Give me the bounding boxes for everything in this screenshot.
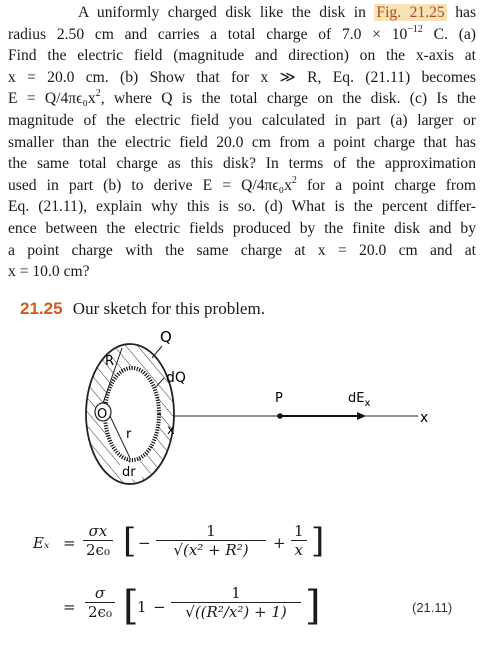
eq-term-2: $\frac{1}{x}$ [291, 522, 307, 559]
eq-coef-2: $\frac{\sigma}{\text{2ϵ₀}}$ [85, 584, 115, 621]
problem-line: magnitude of the electric field you calculated in part (a) larger or [8, 111, 476, 129]
equation-number: (21.11) [412, 600, 453, 615]
label-dEx: $dE_x$ [348, 391, 371, 409]
eq-equals-1: = [63, 534, 76, 552]
figure-caption-text: Our sketch for this problem. [72, 299, 265, 318]
label-x-distance: x [167, 423, 175, 438]
problem-line: x = 10.0 cm? [8, 263, 90, 281]
problem-line: Eq. (21.11), explain why this is so. (d) What is the percent differ- [8, 198, 476, 216]
problem-line: x = 20.0 cm. (b) Show that for x ≫ R, Eq. (21.11) becomes [8, 68, 476, 86]
label-dQ: dQ [166, 370, 186, 386]
figure-number: 21.25 [20, 299, 63, 318]
disk-sketch [30, 330, 450, 500]
problem-line: a point charge with the same charge at x = 20.0 cm and at [8, 241, 476, 259]
eq-term-1: $\frac{1}{\text{√(x² + R²)}}$ [156, 522, 266, 559]
eq-term-3: $\frac{1}{\text{√((R²/x²) + 1)}}$ [171, 584, 301, 621]
equation-line-2: = $\frac{\sigma}{\text{2ϵ₀}}$ [ 1 − $\frac{1}{\text{√((R²/x²) + 1)}}$ ] [63, 583, 321, 629]
eq-coef-1: $\frac{\sigma x}{\text{2ϵ₀}}$ [83, 522, 113, 559]
problem-line: the same total charge as this disk? In terms of the approximation [8, 155, 476, 173]
label-dr: dr [122, 465, 136, 480]
figure-caption [20, 299, 265, 319]
problem-line: used in part (b) to derive $E = Q/4\pi\epsilon_0x^2$ for a point charge from [8, 174, 477, 194]
equation-line-1: Eₓ = $\frac{\sigma x}{\text{2ϵ₀}}$ [ − $\frac{1}{\text{√(x² + R²)}}$ + $\frac{1}{x}$ ] [33, 521, 325, 561]
problem-line: Find the electric field (magnitude and direction) on the x-axis at [8, 47, 476, 65]
label-Q: Q [160, 330, 172, 346]
label-r: r [126, 427, 132, 442]
eq-lhs: Eₓ [33, 534, 50, 552]
label-x-axis: x [420, 410, 429, 426]
problem-line: $E = Q/4\pi\epsilon_0x^2$, where Q is the total charge on the disk. (c) Is the [8, 88, 476, 108]
problem-line: smaller than the electric field 20.0 cm from a point charge that has [8, 133, 476, 151]
problem-line: ence between the electric fields produced by the finite disk and by [8, 219, 476, 237]
problem-line: radius 2.50 cm and carries a total charge of $7.0 \times 10^{-12}$ C. (a) [8, 23, 476, 43]
label-P: P [275, 391, 283, 406]
label-O: O [97, 407, 108, 422]
problem-line: A uniformly charged disk like the disk in Fig. 21.25 has [78, 4, 477, 21]
label-R: R [105, 354, 115, 369]
figure-reference-link[interactable]: Fig. 21.25 [376, 4, 445, 21]
problem-text [8, 2, 476, 283]
eq-equals-2: = [63, 598, 76, 616]
